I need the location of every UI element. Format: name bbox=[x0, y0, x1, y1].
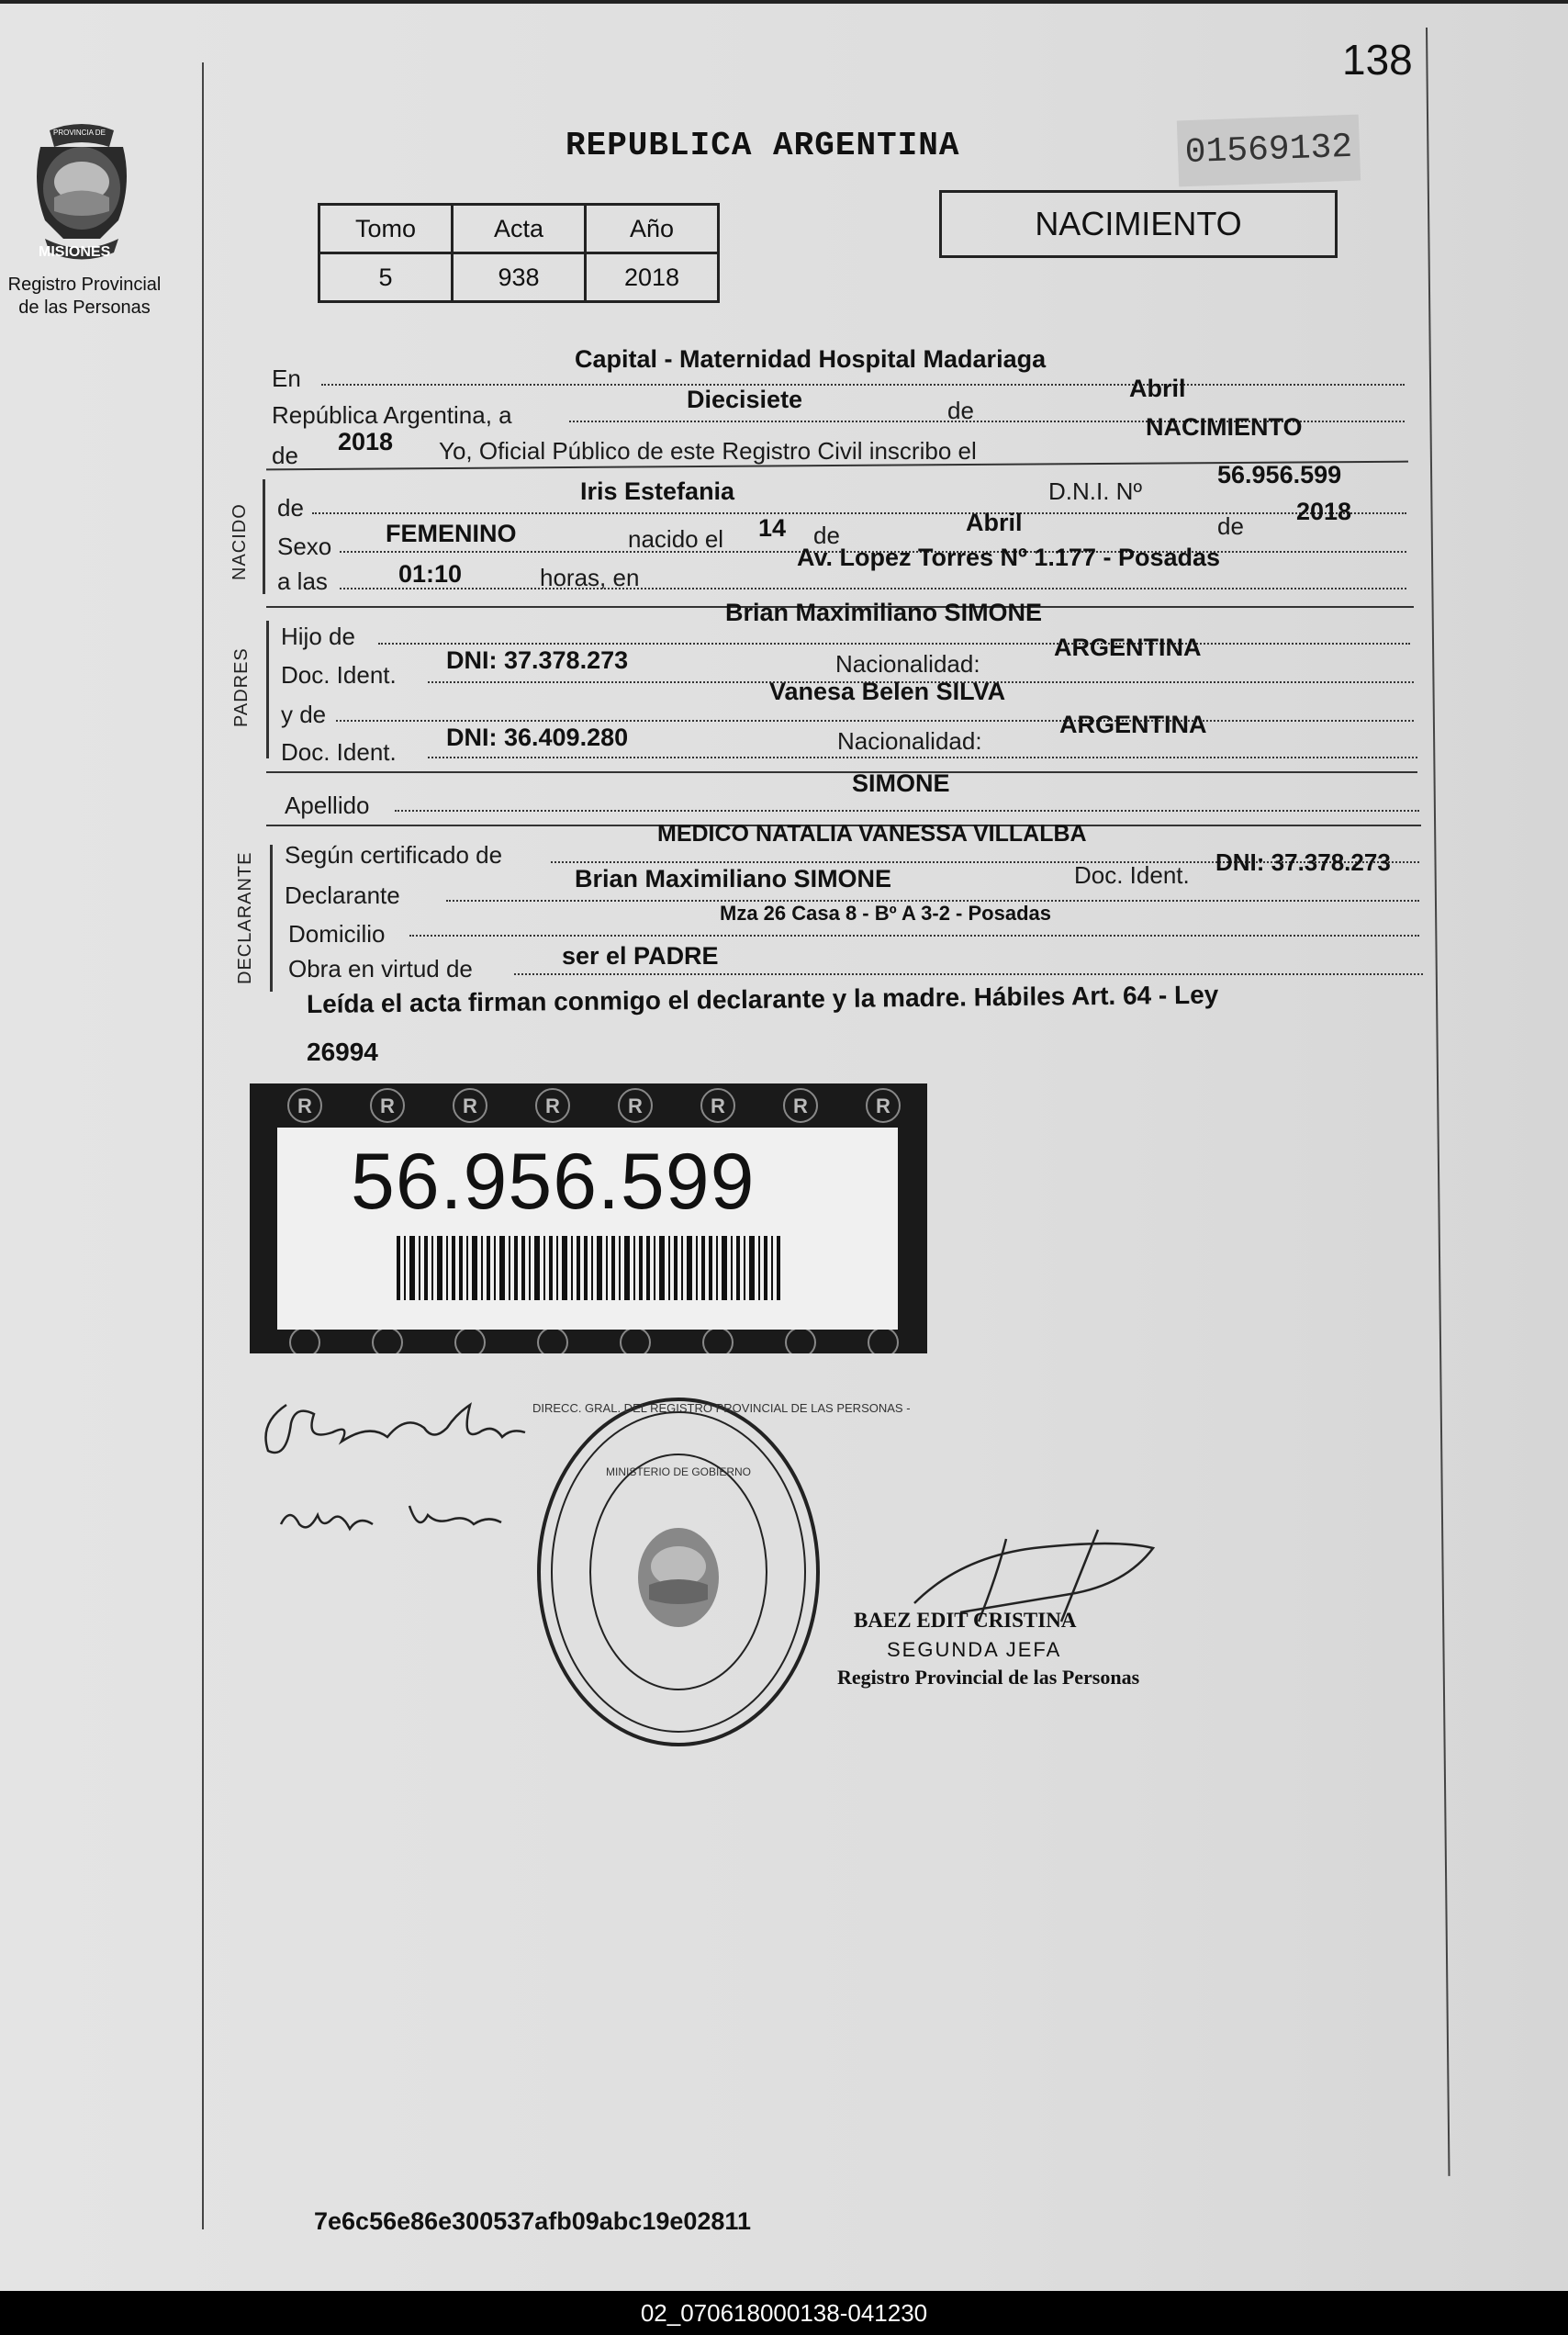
domicilio-label: Domicilio bbox=[288, 920, 386, 948]
child-name-value: Iris Estefania bbox=[580, 477, 735, 505]
hijo-de-label: Hijo de bbox=[281, 623, 355, 650]
domicilio-value: Mza 26 Casa 8 - Bº A 3-2 - Posadas bbox=[720, 902, 1051, 925]
father-nationality-value: ARGENTINA bbox=[1054, 634, 1202, 661]
table-header-tomo: Tomo bbox=[319, 205, 453, 253]
top-edge bbox=[0, 0, 1568, 4]
section-label-declarante: DECLARANTE bbox=[235, 851, 255, 984]
birth-place-value: Av. Lopez Torres Nº 1.177 - Posadas bbox=[797, 544, 1221, 571]
obra-label: Obra en virtud de bbox=[288, 955, 473, 982]
country-title: REPUBLICA ARGENTINA bbox=[566, 127, 960, 164]
table-value-ano: 2018 bbox=[586, 253, 719, 302]
table-header-acta: Acta bbox=[453, 205, 586, 253]
barcode-icon bbox=[397, 1236, 782, 1300]
hour-value: 01:10 bbox=[398, 560, 463, 588]
doc-ident-label: Doc. Ident. bbox=[1074, 861, 1190, 889]
svg-text:R: R bbox=[628, 1095, 643, 1117]
birth-day-value: 14 bbox=[758, 514, 787, 542]
republica-label: República Argentina, a bbox=[272, 401, 512, 429]
father-doc-value: DNI: 37.378.273 bbox=[446, 646, 629, 674]
de-label: de bbox=[277, 494, 304, 522]
closing-text-line2: 26994 bbox=[307, 1038, 378, 1066]
a-las-label: a las bbox=[277, 567, 328, 595]
day-value: Diecisiete bbox=[687, 386, 803, 413]
record-type-box: NACIMIENTO bbox=[939, 190, 1338, 258]
right-margin-line bbox=[1426, 28, 1450, 2176]
record-table bbox=[318, 203, 720, 303]
table-value-acta: 938 bbox=[453, 253, 586, 302]
event-value: NACIMIENTO bbox=[1146, 413, 1303, 441]
nacionalidad-label: Nacionalidad: bbox=[837, 727, 982, 755]
sexo-label: Sexo bbox=[277, 533, 332, 560]
ticket-dni-number: 56.956.599 bbox=[351, 1138, 756, 1226]
place-value: Capital - Maternidad Hospital Madariaga bbox=[575, 345, 1047, 373]
dotted-line bbox=[336, 720, 1414, 722]
serial-number-stamp: 01569132 bbox=[1177, 115, 1361, 187]
dotted-line bbox=[395, 810, 1419, 812]
father-name-value: Brian Maximiliano SIMONE bbox=[725, 599, 1043, 626]
dotted-line bbox=[409, 935, 1419, 937]
apellido-value: SIMONE bbox=[852, 769, 950, 797]
certificate-value: MEDICO NATALIA VANESSA VILLALBA bbox=[657, 821, 1087, 847]
de-label: de bbox=[1217, 512, 1244, 540]
dotted-line bbox=[514, 973, 1423, 975]
dotted-line bbox=[321, 384, 1405, 386]
svg-text:R: R bbox=[793, 1095, 808, 1117]
sexo-value: FEMENINO bbox=[386, 520, 517, 547]
y-de-label: y de bbox=[281, 701, 327, 728]
footer-bar bbox=[0, 2291, 1568, 2335]
official-name: BAEZ EDIT CRISTINA bbox=[854, 1609, 1077, 1632]
apellido-label: Apellido bbox=[285, 791, 370, 819]
dotted-line bbox=[378, 643, 1410, 645]
ticket-face bbox=[277, 1128, 898, 1330]
de-label: de bbox=[947, 397, 974, 424]
document-hash: 7e6c56e86e300537afb09abc19e02811 bbox=[314, 2207, 751, 2235]
de-label: de bbox=[813, 522, 840, 549]
footer-id: 02_070618000138-041230 bbox=[640, 2299, 928, 2327]
segun-certificado-label: Según certificado de bbox=[285, 841, 503, 869]
en-label: En bbox=[272, 365, 301, 392]
month-value: Abril bbox=[1129, 375, 1186, 402]
dotted-line bbox=[428, 757, 1417, 758]
mother-nationality-value: ARGENTINA bbox=[1059, 711, 1207, 738]
left-margin-line bbox=[202, 62, 204, 2229]
official-seal-icon bbox=[532, 1392, 911, 1752]
declarante-label: Declarante bbox=[285, 881, 400, 909]
year-prefix-label: de bbox=[272, 442, 298, 469]
page-number: 138 bbox=[1342, 36, 1413, 84]
svg-text:R: R bbox=[463, 1095, 477, 1117]
section-bracket bbox=[263, 479, 265, 594]
declarante-doc-value: DNI: 37.378.273 bbox=[1215, 848, 1391, 876]
dni-ticket bbox=[250, 1083, 927, 1353]
dotted-line bbox=[340, 588, 1406, 589]
birth-year-value: 2018 bbox=[1296, 498, 1352, 525]
section-bracket bbox=[266, 621, 269, 758]
closing-text-line1: Leída el acta firman conmigo el declarante y la madre. Hábiles Art. 64 - Ley bbox=[306, 980, 1219, 1018]
logo-top-text: PROVINCIA DE bbox=[53, 129, 106, 137]
official-title: SEGUNDA JEFA bbox=[887, 1638, 1062, 1661]
svg-text:R: R bbox=[545, 1095, 560, 1117]
seal-ring-text: DIRECC. GRAL. DEL REGISTRO PROVINCIAL DE LAS PERSONAS - bbox=[532, 1401, 911, 1415]
logo-bottom-text: MISIONES bbox=[39, 244, 111, 260]
dni-label: D.N.I. Nº bbox=[1048, 477, 1142, 505]
official-text: Yo, Oficial Público de este Registro Civil inscribo el bbox=[439, 437, 977, 465]
obra-value: ser el PADRE bbox=[562, 942, 719, 970]
mother-name-value: Vanesa Belen SILVA bbox=[769, 678, 1006, 705]
registry-caption-line2: de las Personas bbox=[18, 297, 151, 318]
father-signature-icon bbox=[250, 1386, 534, 1469]
seal-inner-text: MINISTERIO DE GOBIERNO bbox=[605, 1465, 751, 1478]
mother-doc-value: DNI: 36.409.280 bbox=[446, 724, 629, 751]
birth-month-value: Abril bbox=[966, 509, 1023, 536]
child-dni-value: 56.956.599 bbox=[1217, 461, 1342, 488]
table-value-tomo: 5 bbox=[319, 253, 453, 302]
registry-caption-line1: Registro Provincial bbox=[7, 275, 162, 295]
svg-text:R: R bbox=[380, 1095, 395, 1117]
nacionalidad-label: Nacionalidad: bbox=[835, 650, 980, 678]
year-value: 2018 bbox=[338, 428, 394, 455]
separator-line bbox=[266, 771, 1417, 773]
nacido-el-label: nacido el bbox=[628, 525, 724, 553]
section-bracket bbox=[270, 845, 273, 992]
horas-label: horas, en bbox=[540, 564, 640, 591]
declarante-value: Brian Maximiliano SIMONE bbox=[575, 865, 892, 892]
mother-signature-icon bbox=[272, 1487, 520, 1543]
doc-ident-label: Doc. Ident. bbox=[281, 738, 397, 766]
section-label-padres: PADRES bbox=[231, 647, 252, 727]
svg-text:R: R bbox=[876, 1095, 890, 1117]
doc-ident-label: Doc. Ident. bbox=[281, 661, 397, 689]
official-org: Registro Provincial de las Personas bbox=[837, 1666, 1140, 1689]
section-label-nacido: NACIDO bbox=[230, 503, 250, 580]
table-header-ano: Año bbox=[586, 205, 719, 253]
svg-text:R: R bbox=[711, 1095, 725, 1117]
svg-text:R: R bbox=[297, 1095, 312, 1117]
